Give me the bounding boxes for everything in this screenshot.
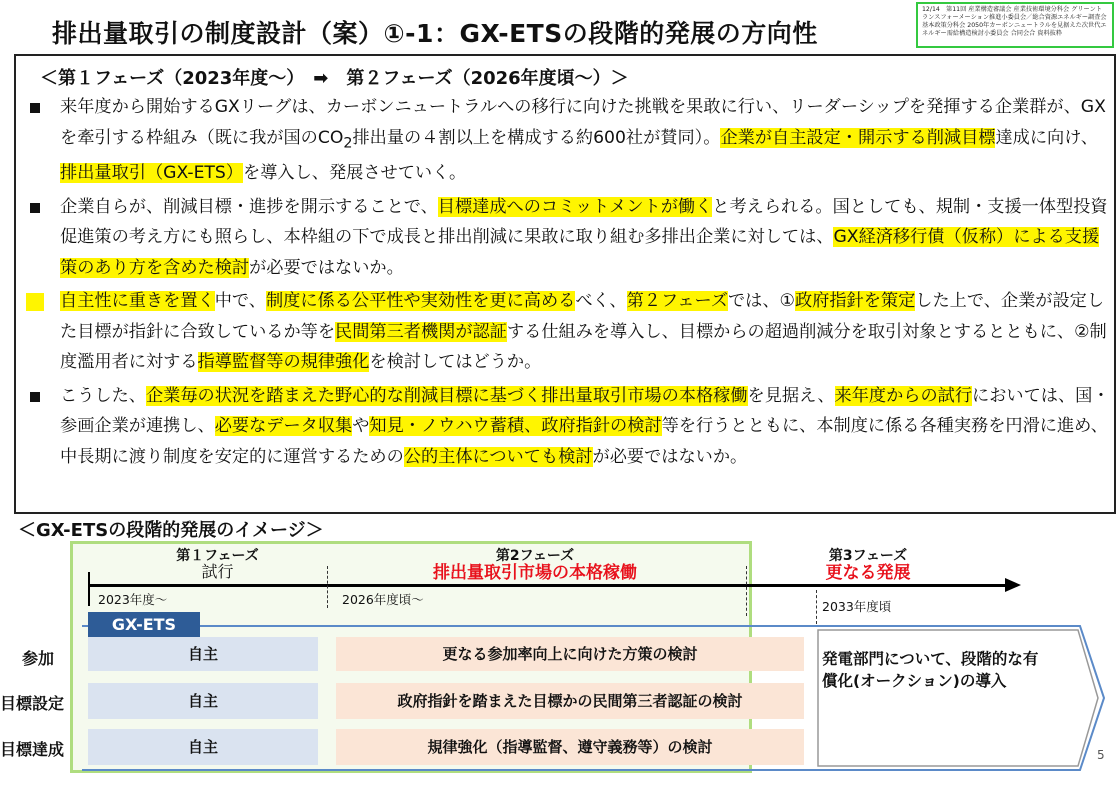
year-label: 2023年度～ <box>98 592 168 607</box>
highlight-text: 企業毎の状況を踏まえた野心的な削減目標に基づく排出量取引市場の本格稼働 <box>145 385 748 406</box>
phase3-description: 発電部門について、段階的な有償化(オークション)の導入 <box>822 650 1039 690</box>
page-title: 排出量取引の制度設計（案）①-1：GX-ETSの段階的発展の方向性 <box>52 19 818 48</box>
year-label: 2033年度頃 <box>822 599 892 614</box>
gx-ets-tag: GX-ETS <box>88 612 200 638</box>
highlight-text: 第２フェーズ <box>626 291 728 312</box>
highlight-text: 自主性に重きを置く <box>60 291 215 312</box>
highlight-text: 政府指針を策定 <box>794 291 916 312</box>
row-label-participation: 参加 <box>22 649 55 668</box>
row-label-target-setting: 目標設定 <box>0 694 65 713</box>
phase1-label: 第１フェーズ 試行 <box>176 548 259 581</box>
page-number: 5 <box>1097 748 1105 762</box>
highlight-text: 必要なデータ収集 <box>214 416 353 437</box>
highlight-text: 制度に係る公平性や実効性を更に高める <box>265 291 576 312</box>
highlight-text: 目標達成へのコミットメントが働く <box>437 196 713 217</box>
cell-phase1: 自主 <box>88 637 318 671</box>
row-label-target-achievement: 目標達成 <box>0 740 65 759</box>
bullet-item-3: 自主性に重きを置く中で、制度に係る公平性や実効性を更に高めるべく、第２フェーズでは、①政府指針を策定した上で、企業が設定した目標が指針に合致しているか等を民間第三者機関が認証する仕組みを導入し、目標からの超過削減分を取引対象とするとともに、②制度濫用者に対する指導監督等の規律強化を検討してはどうか。 <box>28 286 1110 378</box>
year-label: 2026年度頃～ <box>342 592 424 607</box>
cell-phase2: 更なる参加率向上に向けた方策の検討 <box>336 637 804 671</box>
source-note: 12/14 第11回 産業構造審議会 産業技術環境分科会 グリーントランスフォーメーション推進小委員会／総合資源エネルギー調査会 基本政策分科会 2050年カーボンニュートラルを見据えた次世代エネルギー需給構造検討小委員会 合同会合 資料抜粋 <box>916 2 1114 48</box>
highlight-text: 指導監督等の規律強化 <box>197 352 370 373</box>
cell-phase1: 自主 <box>88 683 318 719</box>
highlight-text: 排出量取引（GX-ETS） <box>60 163 244 184</box>
phase3-label: 第3フェーズ 更なる発展 <box>825 548 911 583</box>
bullet-item-1: 来年度から開始するGXリーグは、カーボンニュートラルへの移行に向けた挑戦を果敢に行い、リーダーシップを発揮する企業群が、GXを牽引する枠組み（既に我が国の$CO_2$排出量の４割以上を構成する約600社が賛同）。企業が自主設定・開示する削減目標達成に向け、排出量取引（GX-ETS）を導入し、発展させていく。 <box>28 92 1110 189</box>
phase-heading: ＜第１フェーズ（2023年度～） ➡ 第２フェーズ（2026年度頃～）＞ <box>40 68 629 89</box>
highlight-text: GX経済移行債（仮称）による支援策のあり方を含めた検討 <box>60 227 1100 278</box>
phase2-label: 第2フェーズ 排出量取引市場の本格稼働 <box>433 548 637 583</box>
bullet-item-2: 企業自らが、削減目標・進捗を開示することで、目標達成へのコミットメントが働くと考えられる。国としても、規制・支援一体型投資促進策の考え方にも照らし、本枠組の下で成長と排出削減に果敢に取り組む多排出企業に対しては、GX経済移行債（仮称）による支援策のあり方を含めた検討が必要ではないか。 <box>28 192 1110 284</box>
highlight-text: 企業が自主設定・開示する削減目標 <box>720 127 996 148</box>
highlight-text: 知見・ノウハウ蓄積、政府指針の検討 <box>369 416 662 437</box>
image-section-title: ＜GX-ETSの段階的発展のイメージ＞ <box>18 520 324 541</box>
highlight-text: 来年度からの試行 <box>834 385 973 406</box>
cell-phase1: 自主 <box>88 729 318 765</box>
highlight-text: 公的主体についても検討 <box>403 446 593 467</box>
cell-phase2: 政府指針を踏まえた目標かの民間第三者認証の検討 <box>336 683 804 719</box>
cell-phase2: 規律強化（指導監督、遵守義務等）の検討 <box>336 729 804 765</box>
bullet-item-4: こうした、企業毎の状況を踏まえた野心的な削減目標に基づく排出量取引市場の本格稼働を見据え、来年度からの試行においては、国・参画企業が連携し、必要なデータ収集や知見・ノウハウ蓄積、政府指針の検討等を行うとともに、本制度に係る各種実務を円滑に進め、中長期に渡り制度を安定的に運営するための公的主体についても検討が必要ではないか。 <box>28 381 1110 473</box>
highlight-text: 民間第三者機関が認証 <box>335 321 507 342</box>
